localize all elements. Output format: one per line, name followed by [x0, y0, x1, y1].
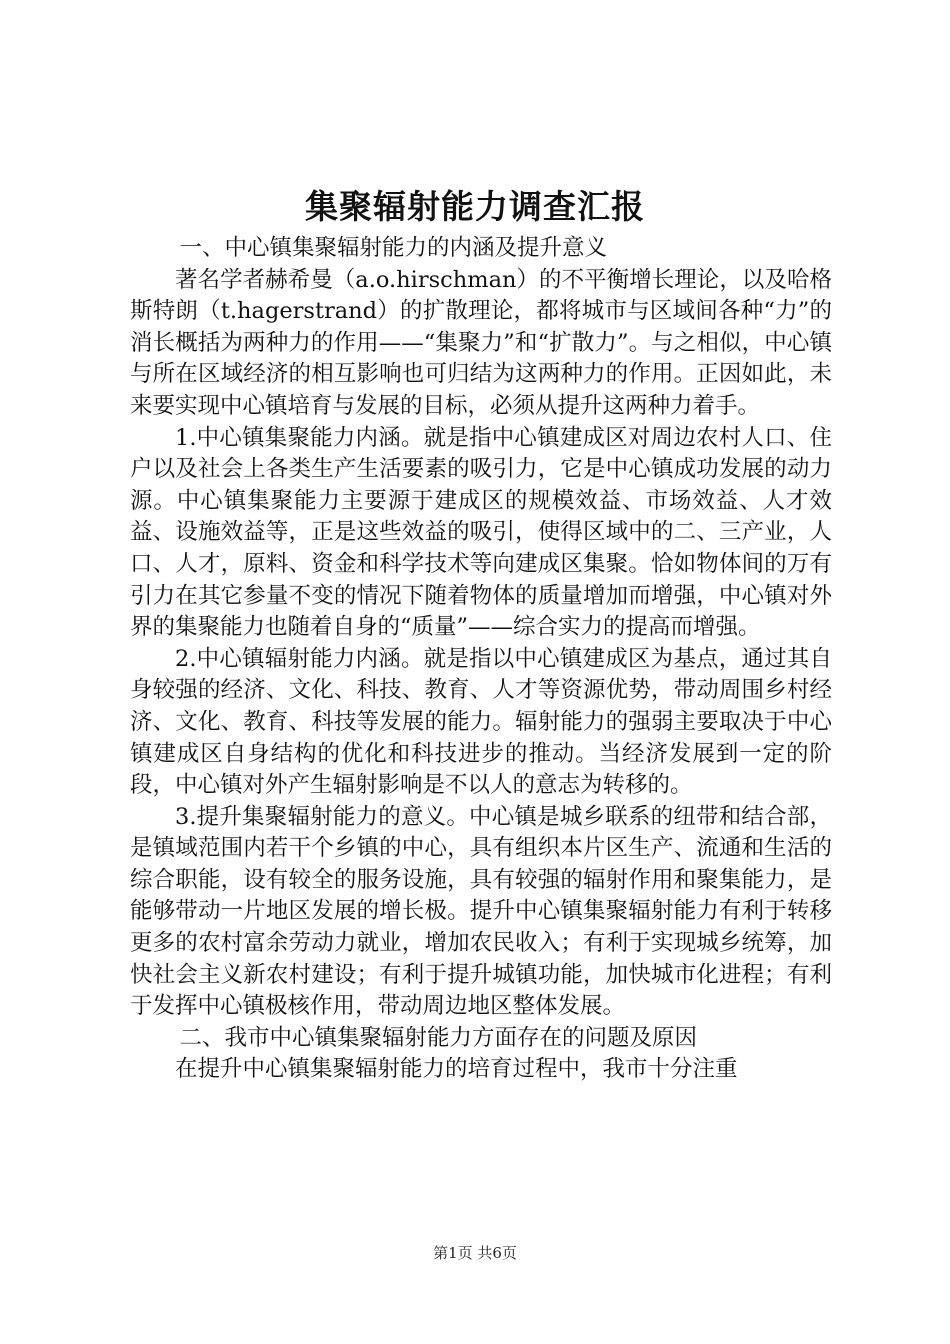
- page-number-footer: 第1页 共6页: [433, 1244, 517, 1262]
- paragraph-item-2: 2.中心镇辐射能力内涵。就是指以中心镇建成区为基点，通过其自身较强的经济、文化、科技、教育、人才等资源优势，带动周围乡村经济、文化、教育、科技等发展的能力。辐射能力的强弱主要取决于中心镇建成区自身结构的优化和科技进步的推动。当经济发展到一定的阶段，中心镇对外产生辐射影响是不以人的意志为转移的。: [130, 645, 832, 799]
- section-heading-1: 一、中心镇集聚辐射能力的内涵及提升意义: [179, 235, 608, 261]
- section-heading-2: 二、我市中心镇集聚辐射能力方面存在的问题及原因: [179, 1024, 698, 1051]
- paragraph-continued: 在提升中心镇集聚辐射能力的培育过程中，我市十分注重: [175, 1056, 738, 1083]
- paragraph-item-1: 1.中心镇集聚能力内涵。就是指中心镇建成区对周边农村人口、住户以及社会上各类生产生活要素的吸引力，它是中心镇成功发展的动力源。中心镇集聚能力主要源于建成区的规模效益、市场效益、人才效益、设施效益等，正是这些效益的吸引，使得区域中的二、三产业，人口、人才，原料、资金和科学技术等向建成区集聚。恰如物体间的万有引力在其它参量不变的情况下随着物体的质量增加而增强，中心镇对外界的集聚能力也随着自身的“质量”——综合实力的提高而增强。: [130, 424, 832, 641]
- document-title: 集聚辐射能力调查汇报: [305, 187, 645, 226]
- paragraph-item-3: 3.提升集聚辐射能力的意义。中心镇是城乡联系的纽带和结合部，是镇域范围内若干个乡镇的中心，具有组织本片区生产、流通和生活的综合职能，设有较全的服务设施，具有较强的辐射作用和聚集能力，是能够带动一片地区发展的增长极。提升中心镇集聚辐射能力有利于转移更多的农村富余劳动力就业，增加农民收入；有利于实现城乡统筹，加快社会主义新农村建设；有利于提升城镇功能，加快城市化进程；有利于发挥中心镇极核作用，带动周边地区整体发展。: [130, 803, 832, 1020]
- paragraph-intro: 著名学者赫希曼（a.o.hirschman）的不平衡增长理论，以及哈格斯特朗（t.hagerstrand）的扩散理论，都将城市与区域间各种“力”的消长概括为两种力的作用——“集聚力”和“扩散力”。与之相似，中心镇与所在区域经济的相互影响也可归结为这两种力的作用。正因如此，未来要实现中心镇培育与发展的目标，必须从提升这两种力着手。: [130, 266, 832, 419]
- document-body: [130, 233, 832, 1086]
